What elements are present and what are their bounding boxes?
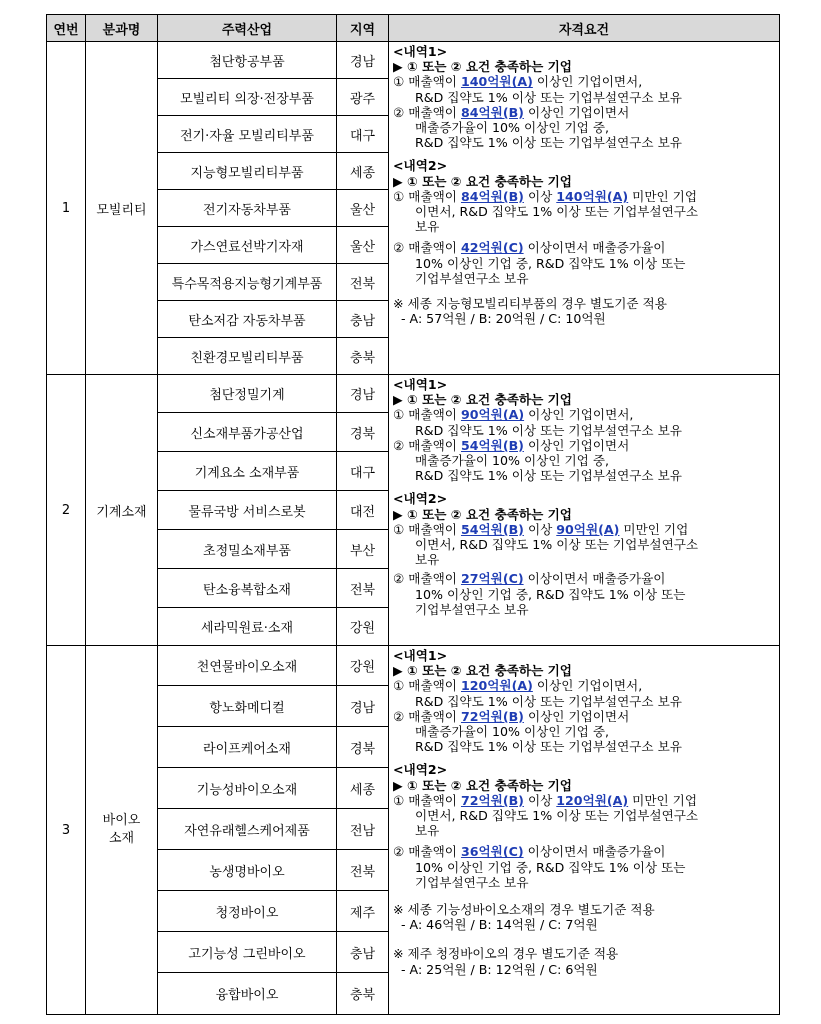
requirement-line: 10% 이상인 기업 중, R&D 집약도 1% 이상 또는: [415, 859, 686, 875]
industry-cell: 항노화메디컬: [158, 686, 337, 727]
industry-cell: 기능성바이오소재: [158, 768, 337, 809]
amount-c: 36억원(C): [460, 844, 524, 860]
requirement-line: 매출증가율이 10% 이상인 기업 중,: [415, 724, 609, 740]
industry-cell: 첨단정밀기계: [158, 375, 337, 413]
section-title: <내역1>: [393, 44, 448, 59]
table-row: [47, 646, 780, 686]
industry-cell: 첨단항공부품: [158, 42, 337, 79]
requirement-line: ① 매출액이 140억원(A) 이상인 기업이면서,: [393, 74, 643, 90]
requirement-line: ② 매출액이 36억원(C) 이상이면서 매출증가율이: [393, 844, 666, 860]
requirements-cell: [389, 375, 780, 646]
special-note-values: - A: 46억원 / B: 14억원 / C: 7억원: [401, 917, 598, 933]
industry-cell: 신소재부품가공산업: [158, 413, 337, 452]
region-cell: 대전: [337, 491, 389, 530]
requirement-line: 보유: [415, 219, 440, 235]
amount-c: 42억원(C): [460, 240, 524, 256]
region-cell: 전북: [337, 850, 389, 891]
industry-cell: 세라믹원료·소재: [158, 608, 337, 646]
requirement-line: ② 매출액이 72억원(B) 이상인 기업이면서: [393, 708, 630, 724]
group-field: 모빌리티: [86, 42, 158, 375]
header-industry: 주력산업: [158, 15, 337, 42]
amount-b: 72억원(B): [460, 708, 524, 724]
amount-b: 84억원(B): [460, 188, 524, 204]
header-row: [47, 15, 780, 42]
industry-cell: 초정밀소재부품: [158, 530, 337, 569]
special-note: ※ 제주 청정바이오의 경우 별도기준 적용: [393, 946, 619, 962]
requirement-line: 이면서, R&D 집약도 1% 이상 또는 기업부설연구소: [415, 808, 699, 824]
requirement-line: 기업부설연구소 보유: [415, 601, 529, 617]
requirement-line: 기업부설연구소 보유: [415, 874, 529, 890]
requirement-line: 보유: [415, 823, 440, 839]
industry-cell: 특수목적용지능형기계부품: [158, 264, 337, 301]
region-cell: 충북: [337, 338, 389, 375]
industry-cell: 모빌리티 의장·전장부품: [158, 79, 337, 116]
amount-a: 140억원(A): [460, 74, 533, 90]
requirements-cell: [389, 646, 780, 1015]
group-field: 기계소재: [86, 375, 158, 646]
group-field: [86, 646, 158, 1015]
region-cell: 광주: [337, 79, 389, 116]
requirement-line: 보유: [415, 552, 440, 568]
special-note: ※ 세종 기능성바이오소재의 경우 별도기준 적용: [393, 902, 655, 918]
table-row: [47, 375, 780, 413]
industry-cell: 친환경모빌리티부품: [158, 338, 337, 375]
amount-a: 120억원(A): [556, 792, 629, 808]
industry-cell: 자연유래헬스케어제품: [158, 809, 337, 850]
requirements-cell: [389, 42, 780, 375]
header-requirements: 자격요건: [389, 15, 780, 42]
industry-cell: 고기능성 그린바이오: [158, 932, 337, 973]
requirement-line: ① 매출액이 84억원(B) 이상 140억원(A) 미만인 기업: [393, 188, 698, 204]
amount-b: 72억원(B): [460, 792, 524, 808]
requirement-line: 기업부설연구소 보유: [415, 270, 529, 286]
region-cell: 경남: [337, 686, 389, 727]
requirement-line: 이면서, R&D 집약도 1% 이상 또는 기업부설연구소: [415, 204, 699, 220]
section-heading: ▶ ① 또는 ② 요건 충족하는 기업: [393, 777, 572, 793]
industry-cell: 전기자동차부품: [158, 190, 337, 227]
group-number: 1: [47, 42, 86, 375]
section-heading: ▶ ① 또는 ② 요건 충족하는 기업: [393, 173, 572, 189]
region-cell: 전북: [337, 569, 389, 608]
section-heading: ▶ ① 또는 ② 요건 충족하는 기업: [393, 506, 572, 522]
industry-cell: 탄소융복합소재: [158, 569, 337, 608]
industry-cell: 물류국방 서비스로봇: [158, 491, 337, 530]
industry-cell: 농생명바이오: [158, 850, 337, 891]
industry-cell: 기계요소 소재부품: [158, 452, 337, 491]
header-region: 지역: [337, 15, 389, 42]
requirement-line: 매출증가율이 10% 이상인 기업 중,: [415, 453, 609, 469]
region-cell: 경남: [337, 42, 389, 79]
region-cell: 세종: [337, 153, 389, 190]
industry-cell: 탄소저감 자동차부품: [158, 301, 337, 338]
section-title: <내역2>: [393, 491, 448, 507]
requirement-line: ② 매출액이 27억원(C) 이상이면서 매출증가율이: [393, 571, 666, 587]
section-title: <내역2>: [393, 158, 448, 174]
amount-a: 120억원(A): [460, 678, 533, 694]
requirement-line: ① 매출액이 72억원(B) 이상 120억원(A) 미만인 기업: [393, 792, 698, 808]
region-cell: 경북: [337, 727, 389, 768]
region-cell: 대구: [337, 116, 389, 153]
region-cell: 충남: [337, 932, 389, 973]
special-note-values: - A: 57억원 / B: 20억원 / C: 10억원: [401, 311, 606, 327]
section-title: <내역1>: [393, 648, 448, 663]
section-heading: ▶ ① 또는 ② 요건 충족하는 기업: [393, 663, 572, 679]
section-heading: ▶ ① 또는 ② 요건 충족하는 기업: [393, 59, 572, 75]
region-cell: 강원: [337, 608, 389, 646]
amount-a: 90억원(A): [556, 521, 620, 537]
header-field: 분과명: [86, 15, 158, 42]
region-cell: 부산: [337, 530, 389, 569]
header-no: 연번: [47, 15, 86, 42]
requirement-line: ② 매출액이 42억원(C) 이상이면서 매출증가율이: [393, 240, 666, 256]
table-row: [47, 42, 780, 79]
amount-b: 54억원(B): [460, 437, 524, 453]
requirement-line: ② 매출액이 84억원(B) 이상인 기업이면서: [393, 104, 630, 120]
group-number: 2: [47, 375, 86, 646]
requirement-line: 10% 이상인 기업 중, R&D 집약도 1% 이상 또는: [415, 255, 686, 271]
amount-a: 140억원(A): [556, 188, 629, 204]
section-title: <내역2>: [393, 762, 448, 778]
industry-cell: 융합바이오: [158, 973, 337, 1015]
industry-cell: 천연물바이오소재: [158, 646, 337, 686]
region-cell: 충북: [337, 973, 389, 1015]
section-heading: ▶ ① 또는 ② 요건 충족하는 기업: [393, 392, 572, 408]
requirement-line: ① 매출액이 120억원(A) 이상인 기업이면서,: [393, 678, 643, 694]
requirement-line: ① 매출액이 90억원(A) 이상인 기업이면서,: [393, 407, 634, 423]
requirement-line: R&D 집약도 1% 이상 또는 기업부설연구소 보유: [415, 89, 682, 105]
amount-b: 84억원(B): [460, 104, 524, 120]
requirement-line: 매출증가율이 10% 이상인 기업 중,: [415, 120, 609, 136]
region-cell: 경북: [337, 413, 389, 452]
amount-a: 90억원(A): [460, 407, 525, 423]
region-cell: 제주: [337, 891, 389, 932]
region-cell: 경남: [337, 375, 389, 413]
requirement-line: R&D 집약도 1% 이상 또는 기업부설연구소 보유: [415, 422, 682, 438]
requirement-line: ① 매출액이 54억원(B) 이상 90억원(A) 미만인 기업: [393, 521, 689, 537]
eligibility-table: [46, 14, 780, 1015]
special-note-values: - A: 25억원 / B: 12억원 / C: 6억원: [401, 961, 598, 977]
region-cell: 울산: [337, 227, 389, 264]
requirement-line: 10% 이상인 기업 중, R&D 집약도 1% 이상 또는: [415, 586, 686, 602]
section-title: <내역1>: [393, 377, 448, 392]
region-cell: 대구: [337, 452, 389, 491]
requirement-line: R&D 집약도 1% 이상 또는 기업부설연구소 보유: [415, 693, 682, 709]
requirement-line: 이면서, R&D 집약도 1% 이상 또는 기업부설연구소: [415, 537, 699, 553]
amount-c: 27억원(C): [460, 571, 524, 587]
region-cell: 충남: [337, 301, 389, 338]
industry-cell: 청정바이오: [158, 891, 337, 932]
requirement-line: R&D 집약도 1% 이상 또는 기업부설연구소 보유: [415, 739, 682, 755]
industry-cell: 라이프케어소재: [158, 727, 337, 768]
region-cell: 전남: [337, 809, 389, 850]
requirement-line: R&D 집약도 1% 이상 또는 기업부설연구소 보유: [415, 135, 682, 151]
group-number: 3: [47, 646, 86, 1015]
group-field-label: 바이오 소재: [102, 813, 141, 846]
special-note: ※ 세종 지능형모빌리티부품의 경우 별도기준 적용: [393, 296, 667, 312]
industry-cell: 지능형모빌리티부품: [158, 153, 337, 190]
requirement-line: ② 매출액이 54억원(B) 이상인 기업이면서: [393, 437, 630, 453]
industry-cell: 가스연료선박기자재: [158, 227, 337, 264]
region-cell: 강원: [337, 646, 389, 686]
region-cell: 울산: [337, 190, 389, 227]
requirement-line: R&D 집약도 1% 이상 또는 기업부설연구소 보유: [415, 468, 682, 484]
industry-cell: 전기·자율 모빌리티부품: [158, 116, 337, 153]
region-cell: 세종: [337, 768, 389, 809]
region-cell: 전북: [337, 264, 389, 301]
amount-b: 54억원(B): [460, 521, 524, 537]
